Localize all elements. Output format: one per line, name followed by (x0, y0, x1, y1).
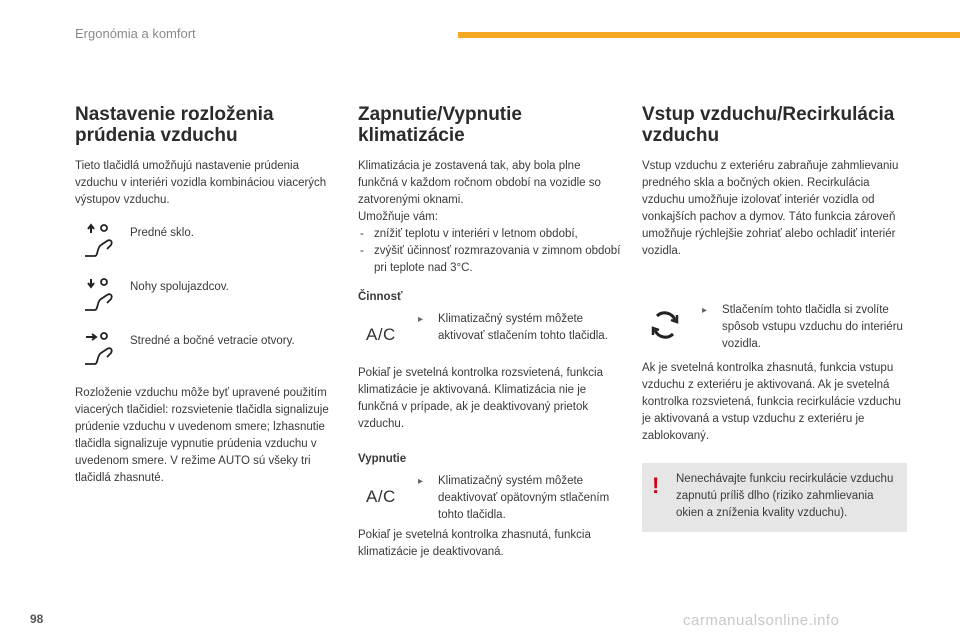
recirc-row (642, 302, 907, 360)
ac-on-note: Pokiaľ je svetelná kontrolka rozsvietená, funkcia klimatizácie je aktivovaná. Klimatizácia nie je funkčná v prípade, ak je deaktivovaný prietok vzduchu. (358, 367, 603, 430)
warning-box (642, 463, 907, 532)
ac-on-heading: Činnosť (358, 291, 403, 303)
ac-button-icon: A/C (366, 487, 396, 506)
list-item: - znížiť teplotu v interiéri v letnom období, (358, 226, 623, 243)
airflow-title (75, 104, 340, 146)
ac-off-heading: Vypnutie (358, 453, 407, 465)
ac-intro: Klimatizácia je zostavená tak, aby bola plne funkčná v každom ročnom období na vozidle so zatvorenými oknami. (358, 160, 601, 206)
ac-off-row (358, 473, 623, 527)
ac-off-note: Pokiaľ je svetelná kontrolka zhasnutá, funkcia klimatizácie je deaktivovaná. (358, 529, 591, 558)
ac-on-row (358, 311, 623, 365)
airflow-title-line2: prúdenia vzduchu (75, 125, 238, 146)
recirc-text: ▸ Stlačením tohto tlačidla si zvolíte spôsob vstupu vzduchu do interiéru vozidla. (702, 304, 903, 350)
airflow-windscreen-icon (83, 223, 117, 259)
ac-title (358, 104, 623, 146)
ac-benefits-list (358, 226, 623, 277)
airflow-title-line1: Nastavenie rozloženia (75, 104, 274, 125)
airflow-outro: Rozloženie vzduchu môže byť upravené použitím viacerých tlačidiel: rozsvietenie tlačidla signalizuje prúdenie vzduchu v uvedenom smere; lzhasnutie tlačidla signalizuje vypnutie prúdenia vzduchu v uvedenom smere. V režime AUTO sú všeky tri tlačidlá zhasnuté. (75, 387, 329, 484)
recirc-note: Ak je svetelná kontrolka zhasnutá, funkcia vstupu vzduchu z exteriéru je aktivovaná. Ak je svetelná kontrolka rozsvietená, funkcia recirkulácie vzduchu je aktivovaná a vstup vzduchu z exteriéru je zablokovaný. (642, 362, 901, 442)
ac-off-text: ▸ Klimatizačný systém môžete deaktivovať opätovným stlačením tohto tlačidla. (418, 475, 610, 521)
list-item: - zvýšiť účinnosť rozmrazovania v zimnom období pri teplote nad 3°C. (358, 243, 623, 277)
airflow-item-label: Stredné a bočné vetracie otvory. (130, 335, 295, 347)
airflow-item-windscreen (75, 223, 340, 277)
warning-text: Nenechávajte funkciu recirkulácie vzduchu zapnutú príliš dlho (riziko zahmlievania okien a zníženia kvality vzduchu). (676, 473, 894, 519)
ac-button-icon: A/C (366, 325, 396, 344)
recirc-title-line1: Vstup vzduchu/Recirkulácia (642, 104, 895, 125)
column-airflow-distribution (75, 104, 340, 487)
airflow-intro: Tieto tlačidlá umožňujú nastavenie prúdenia vzduchu v interiéri vozidla kombináciou viacerých výstupov vzduchu. (75, 160, 327, 206)
recirc-title-line2: vzduchu (642, 125, 720, 146)
bullet-icon: ▸ (418, 314, 424, 325)
airflow-face-icon (83, 331, 117, 367)
airflow-item-face (75, 331, 340, 385)
page-number: 98 (30, 612, 44, 626)
watermark: carmanualsonline.info (683, 612, 840, 629)
recirculation-icon (648, 308, 682, 347)
ac-allows: Umožňuje vám: (358, 211, 438, 223)
airflow-feet-icon (83, 277, 117, 313)
warning-icon: ! (652, 473, 660, 498)
airflow-item-feet (75, 277, 340, 331)
airflow-item-label: Nohy spolujazdcov. (130, 281, 229, 293)
ac-title-line1: Zapnutie/Vypnutie (358, 104, 522, 125)
bullet-icon: ▸ (702, 305, 708, 316)
airflow-item-label: Predné sklo. (130, 227, 194, 239)
header-accent-bar (458, 32, 960, 38)
section-title: Ergonómia a komfort (75, 26, 196, 41)
ac-title-line2: klimatizácie (358, 125, 465, 146)
column-air-conditioning (358, 104, 623, 561)
column-recirculation (642, 104, 907, 532)
ac-on-text: ▸ Klimatizačný systém môžete aktivovať stlačením tohto tlačidla. (418, 313, 608, 342)
bullet-icon: ▸ (418, 476, 424, 487)
recirc-intro: Vstup vzduchu z exteriéru zabraňuje zahmlievaniu predného skla a bočných okien. Recirkulácia vzduchu umožňuje izolovať interiér vozidla od vonkajších pachov a dymov. Táto funkcia zároveň umožňuje rýchlejšie zohriať alebo ochladiť interiér vozidla. (642, 160, 899, 257)
recirc-title (642, 104, 907, 146)
